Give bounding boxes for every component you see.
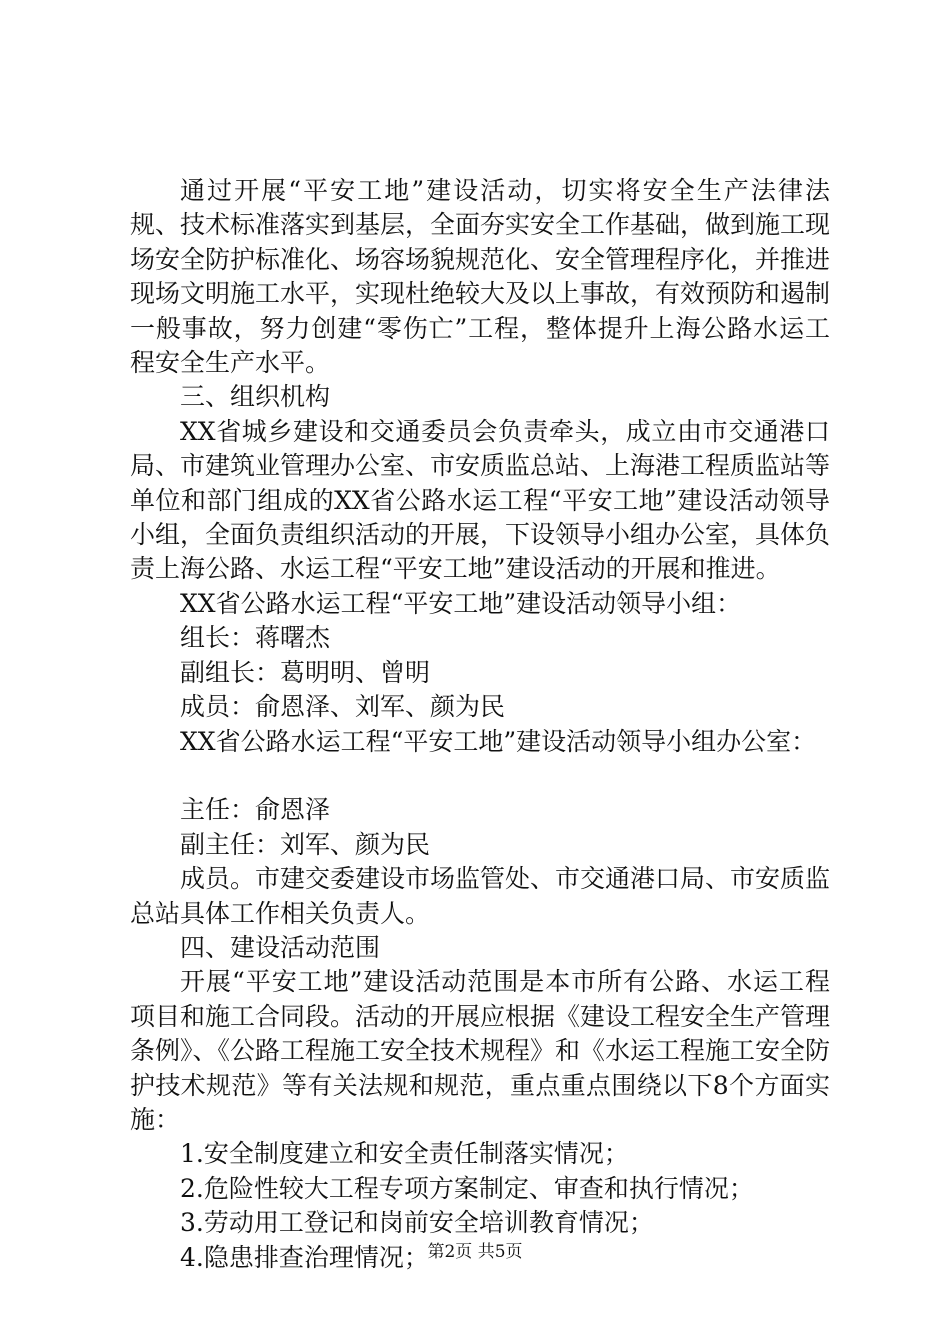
heading-organization: 三、组织机构	[180, 382, 331, 412]
leadership-group-title: XX省公路水运工程“平安工地”建设活动领导小组：	[180, 588, 742, 618]
group-leader: 组长：蒋曙杰	[180, 623, 331, 653]
page-footer: 第2页 共5页	[427, 1242, 523, 1262]
list-item: 2.危险性较大工程专项方案制定、审查和执行情况；	[180, 1173, 754, 1203]
office-deputy-director: 副主任：刘军、颜为民	[180, 829, 431, 859]
office-director: 主任：俞恩泽	[180, 795, 331, 825]
list-item: 4.隐患排查治理情况；	[180, 1242, 429, 1272]
document-body	[130, 174, 830, 1275]
paragraph-goal: 通过开展“平安工地”建设活动，切实将安全生产法律法规、技术标准落实到基层，全面夯实安全工作基础，做到施工现场安全防护标准化、场容场貌规范化、安全管理程序化，并推进现场文明施工水平，实现杜绝较大及以上事故，有效预防和遏制一般事故，努力创建“零伤亡”工程，整体提升上海公路水运工程安全生产水平。	[130, 176, 831, 378]
office-members: 成员。市建交委建设市场监管处、市交通港口局、市安质监总站具体工作相关负责人。	[130, 864, 831, 928]
heading-scope: 四、建设活动范围	[180, 932, 381, 962]
paragraph-scope: 开展“平安工地”建设活动范围是本市所有公路、水运工程项目和施工合同段。活动的开展应根据《建设工程安全生产管理条例》、《公路工程施工安全技术规程》和《水运工程施工安全防护技术规范》等有关法规和规范，重点重点围绕以下8个方面实施：	[130, 967, 831, 1134]
office-title: XX省公路水运工程“平安工地”建设活动领导小组办公室：	[180, 726, 817, 756]
list-item: 1.安全制度建立和安全责任制落实情况；	[180, 1139, 629, 1169]
group-members: 成员：俞恩泽、刘军、颜为民	[180, 692, 506, 722]
group-deputy-leader: 副组长：葛明明、曾明	[180, 657, 431, 687]
paragraph-organization: XX省城乡建设和交通委员会负责牵头，成立由市交通港口局、市建筑业管理办公室、市安质监总站、上海港工程质监站等单位和部门组成的XX省公路水运工程“平安工地”建设活动领导小组，全面负责组织活动的开展，下设领导小组办公室，具体负责上海公路、水运工程“平安工地”建设活动的开展和推进。	[130, 416, 831, 584]
list-item: 3.劳动用工登记和岗前安全培训教育情况；	[180, 1208, 654, 1238]
blank-line	[130, 759, 830, 793]
